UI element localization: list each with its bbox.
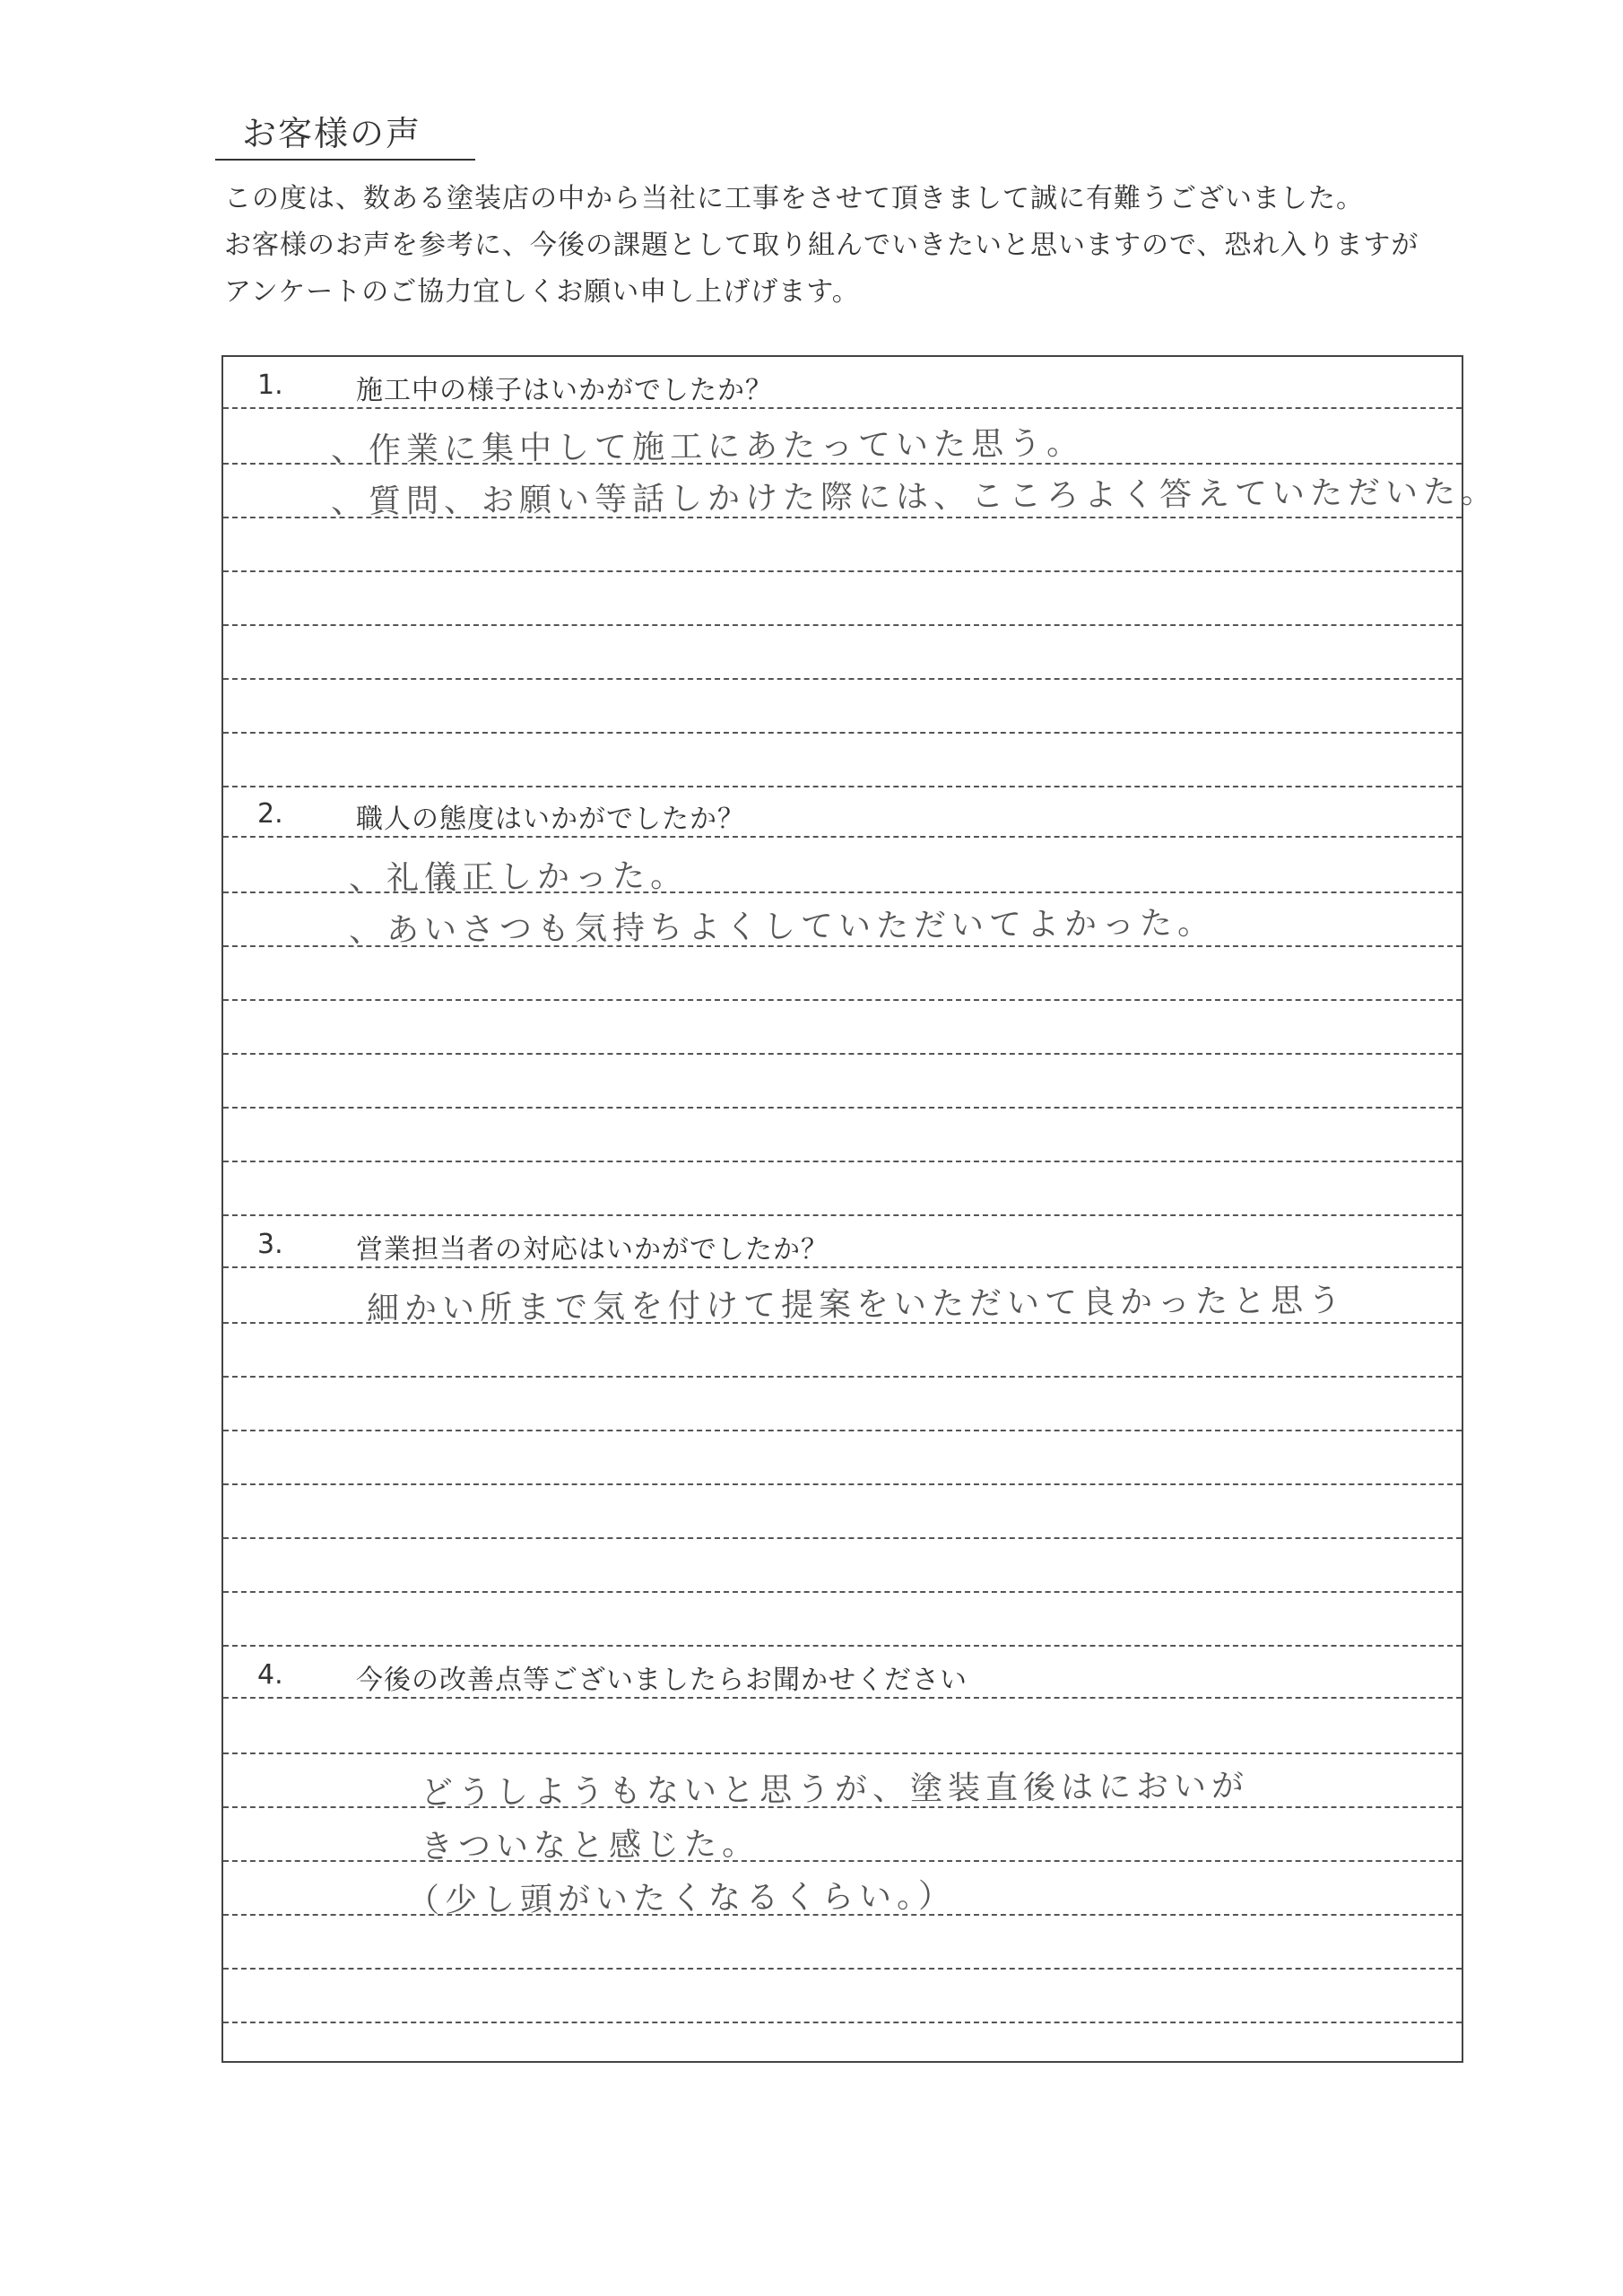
answer-line	[223, 1053, 1462, 1055]
question-row	[223, 1647, 1462, 1699]
page-heading	[215, 106, 475, 161]
answer-line	[223, 1591, 1462, 1593]
intro-line: アンケートのご協力宜しくお願い申し上げげます。	[224, 276, 860, 308]
handwritten-answer: どうしようもないと思うが、塗装直後はにおいが	[420, 1768, 1250, 1813]
question-row	[223, 1216, 1462, 1268]
handwritten-answer: 、あいさつも気持ちよくしていただいてよかった。	[348, 904, 1216, 950]
answer-line	[223, 732, 1462, 734]
answer-line	[223, 1107, 1462, 1109]
answer-line	[223, 678, 1462, 680]
question-section-2	[223, 786, 1462, 1216]
handwritten-answer: 、質問、お願い等話しかけた際には、こころよく答えていただいた。	[330, 474, 1499, 521]
handwritten-answer: きついなと感じた。	[420, 1825, 760, 1866]
question-text: 営業担当者の対応はいかがでしたか？	[356, 1234, 829, 1265]
question-number: 3.	[257, 1229, 283, 1260]
answer-line	[223, 999, 1462, 1001]
question-number: 2.	[257, 798, 283, 830]
answer-line	[223, 570, 1462, 572]
question-section-4	[223, 1647, 1462, 2065]
answer-line	[223, 1483, 1462, 1485]
handwritten-answer: 、作業に集中して施工にあたっていた思う。	[330, 425, 1085, 469]
question-text: 今後の改善点等ございましたらお聞かせください	[356, 1665, 968, 1696]
handwritten-answer: 細かい所まで気を付けて提案をいただいて良かったと思う	[366, 1282, 1347, 1328]
answer-line	[223, 1430, 1462, 1431]
answer-line	[223, 1537, 1462, 1539]
survey-form	[221, 355, 1499, 2063]
question-section-1	[223, 357, 1499, 786]
handwritten-answer: （少し頭がいたくなるくらい。）	[406, 1877, 957, 1920]
question-row	[223, 786, 1462, 838]
answer-line	[223, 1752, 1462, 1754]
question-row	[223, 357, 1462, 409]
intro-line: この度は、数ある塗装店の中から当社に工事をさせて頂きまして誠に有難うございました。	[224, 183, 1364, 214]
intro-paragraph	[224, 176, 1515, 316]
answer-line	[223, 1376, 1462, 1378]
page-heading-text: お客様の声	[242, 114, 422, 153]
intro-line: お客様のお声を参考に、今後の課題として取り組んでいきたいと思いますので、恐れ入りますが	[224, 230, 1419, 261]
question-number: 1.	[257, 370, 283, 401]
question-text: 施工中の様子はいかがでしたか？	[356, 375, 773, 406]
question-section-3	[223, 1216, 1462, 1647]
question-number: 4.	[257, 1659, 283, 1691]
handwritten-answer: 、礼儀正しかった。	[348, 857, 689, 898]
answer-line	[223, 1161, 1462, 1162]
question-text: 職人の態度はいかがでしたか？	[356, 804, 745, 835]
answer-line	[223, 624, 1462, 626]
answer-line	[223, 1968, 1462, 1970]
answer-line	[223, 2022, 1462, 2023]
